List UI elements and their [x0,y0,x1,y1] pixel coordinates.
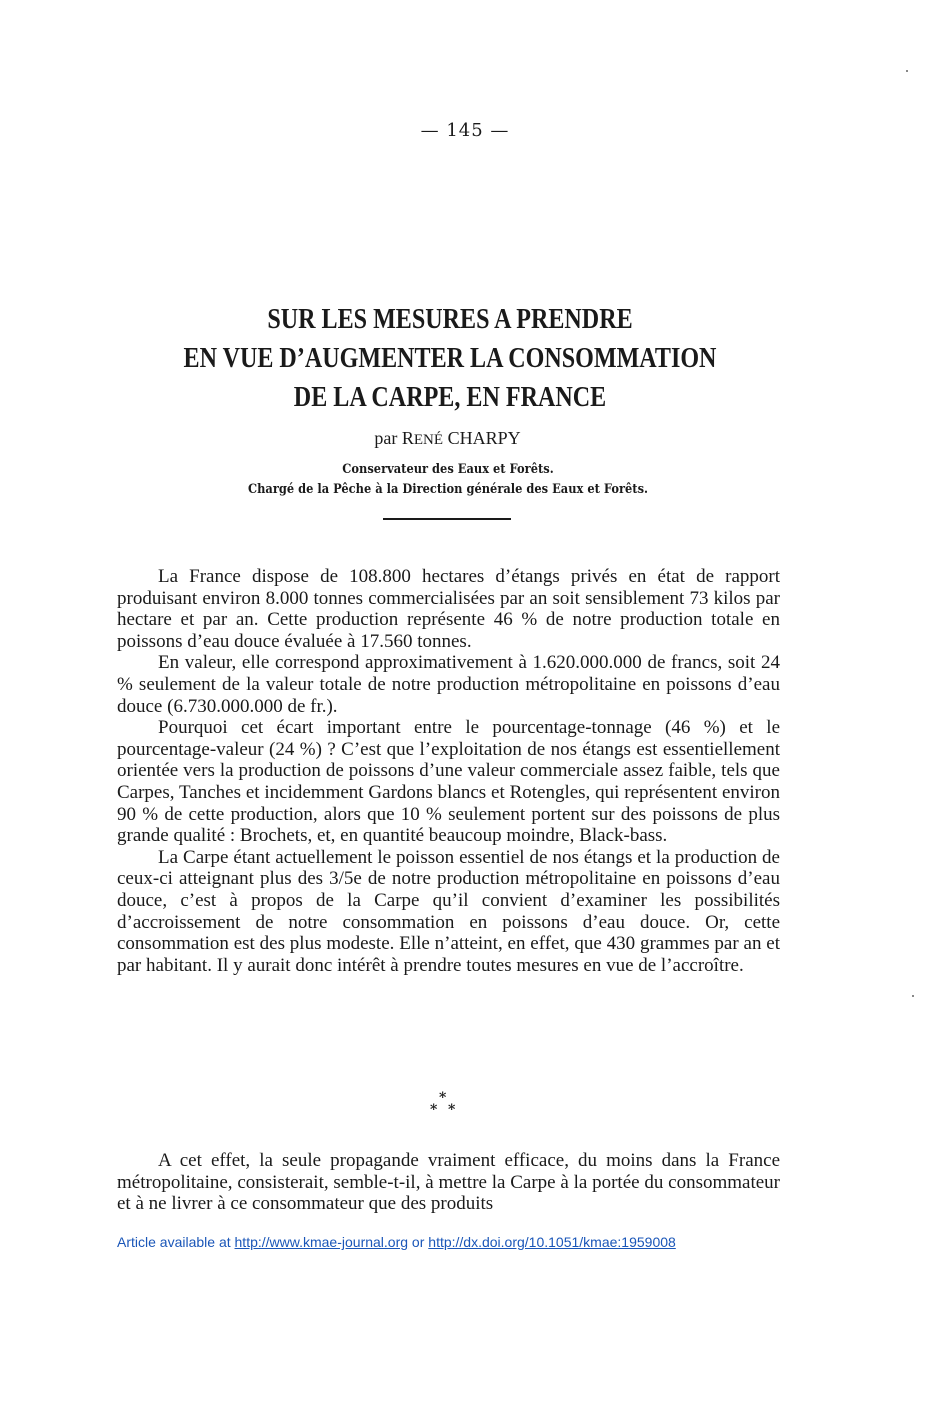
article-footer [117,1234,676,1250]
paragraph-1: La France dispose de 108.800 hectares d’étangs privés en état de rapport produisant environ 8.000 tonnes commercialisées par an soit sensiblement 73 kilos par hectare et par an. Cette production représente 46 % de notre production totale en poissons d’eau douce évaluée à 17.560 tonnes. [117,566,780,652]
title-line-1: SUR LES MESURES A PRENDRE [267,304,633,335]
asterism-star-2: * [430,1102,438,1118]
author-first-name: RENÉ [401,428,444,448]
body-section-2 [117,1150,780,1215]
body-section-1 [117,566,780,976]
section-break-asterism [428,1092,458,1122]
footer-middle: or [408,1234,429,1250]
paragraph-2: En valeur, elle correspond approximativement à 1.620.000.000 de francs, soit 24 % seulement de la valeur totale de notre production métropolitaine en poissons d’eau douce (6.730.000.000 de fr.). [117,652,780,717]
author-last-name: CHARPY [443,428,521,448]
asterism-star-1: * [439,1090,447,1106]
title-line-2: EN VUE D’AUGMENTER LA CONSOMMATION [183,343,717,374]
author-byline [0,428,895,449]
asterism-star-3: * [448,1102,456,1118]
paragraph-3: Pourquoi cet écart important entre le pourcentage-tonnage (46 %) et le pourcentage-valeur (24 %) ? C’est que l’exploitation de nos étangs est essentiellement orientée vers la production de poissons d’une valeur commerciale assez faible, tels que Carpes, Tanches et incidemment Gardons blancs et Rotengles, qui représentent environ 90 % de cette production, alors que 10 % seulement portent sur des poissons de plus grande qualité : Brochets, et, en quantité beaucoup moindre, Black-bass. [117,717,780,847]
footer-prefix: Article available at [117,1234,235,1250]
scan-speck [912,995,914,997]
page-number: — 145 — [420,120,510,141]
paragraph-5: A cet effet, la seule propagande vraiment efficace, du moins dans la France métropolitaine, consisterait, semble-t-il, à mettre la Carpe à la portée du consommateur et à ne livrer à ce consommateur que des produits [117,1150,780,1215]
title-divider [383,518,511,520]
byline-prefix: par [374,428,402,448]
affiliation-line-1: Conservateur des Eaux et Forêts. [342,462,554,477]
paragraph-4: La Carpe étant actuellement le poisson essentiel de nos étangs et la production de ceux-ci atteignant plus des 3/5e de notre production métropolitaine en poissons d’eau douce, c’est à propos de la Carpe qu’il convient d’examiner les possibilités d’accroissement de notre consommation en poissons d’eau douce. Or, cette consommation est des plus modeste. Elle n’atteint, en effet, que 430 grammes par an et par habitant. Il y aurait donc intérêt à prendre toutes mesures en vue de l’accroître. [117,846,780,976]
article-title [149,300,751,417]
doi-link[interactable]: http://dx.doi.org/10.1051/kmae:1959008 [428,1234,676,1250]
title-line-3: DE LA CARPE, EN FRANCE [293,382,607,413]
journal-link[interactable]: http://www.kmae-journal.org [234,1234,409,1250]
affiliation-line-2: Chargé de la Pêche à la Direction générale des Eaux et Forêts. [247,482,649,497]
scan-speck [906,70,908,72]
